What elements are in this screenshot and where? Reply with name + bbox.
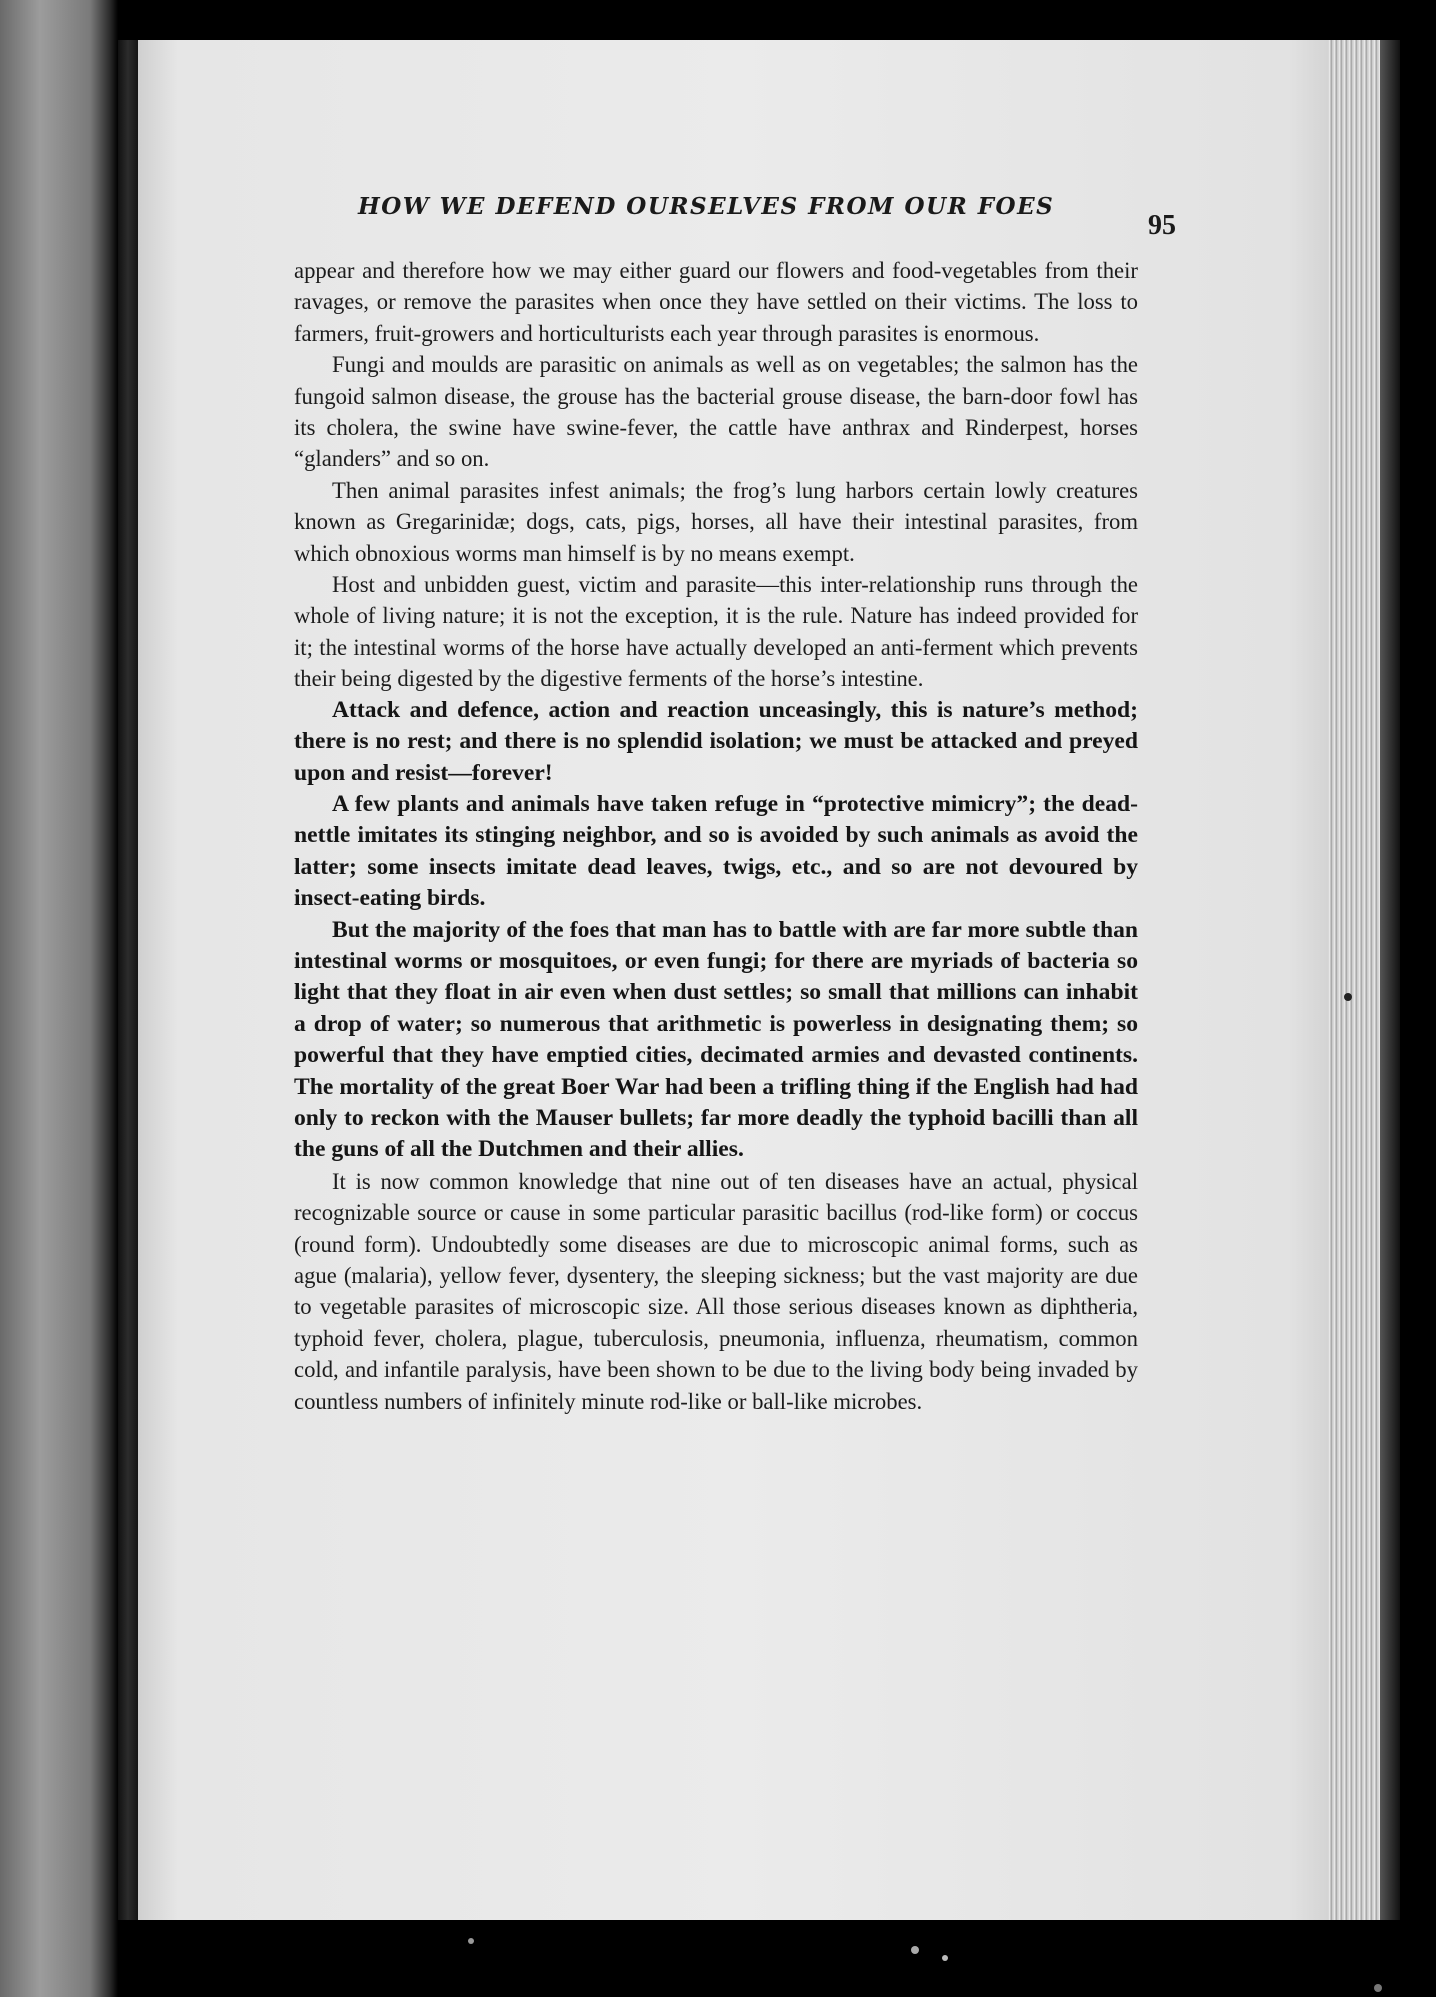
dust-speck bbox=[468, 1938, 474, 1944]
paragraph: It is now common knowledge that nine out of ten diseases have an actual, physical recognizable source or cause in some particular parasitic bacillus (rod-like form) or coccus (round form). Undoubtedly some diseases are due to microscopic animal forms, such as ague (malaria), yellow fever, dysentery, the sleeping sickness; but the vast majority are due to vegetable parasites of microscopic size. All those serious diseases known as diphtheria, typhoid fever, cholera, plague, tuberculosis, pneumonia, influenza, rheumatism, common cold, and infantile paralysis, have been shown to be due to the living body being invaded by countless numbers of infinitely minute rod-like or ball-like microbes. bbox=[294, 1168, 1138, 1414]
paragraph: Attack and defence, action and reaction unceasingly, this is nature’s method; there is no rest; and there is no splendid isolation; we must be attacked and preyed upon and resist—forever! bbox=[294, 696, 1138, 786]
page-number: 95 bbox=[1148, 210, 1176, 241]
paragraph: Fungi and moulds are parasitic on animals as well as on vegetables; the salmon has the fungoid salmon disease, the grouse has the bacterial grouse disease, the barn-door fowl has its cholera, the swine have swine-fever, the cattle have anthrax and Rinderpest, horses “glanders” and so on. bbox=[294, 352, 1138, 472]
paragraph: appear and therefore how we may either guard our flowers and food-vegetables from their ravages, or remove the parasites when once they have settled on their victims. The loss to farmers, fruit-growers and horticulturists each year through parasites is enormous. bbox=[294, 258, 1138, 346]
paragraph: Then animal parasites infest animals; the frog’s lung harbors certain lowly creatures known as Gregarinidæ; dogs, cats, pigs, horses, all have their intestinal parasites, from which obnoxious worms man himself is by no means exempt. bbox=[294, 477, 1138, 566]
paragraph: A few plants and animals have taken refuge in “protective mimicry”; the dead-nettle imitates its stinging neighbor, and so is avoided by such animals as avoid the latter; some insects imitate dead leaves, twigs, etc., and so are not devoured by insect-eating birds. bbox=[294, 790, 1138, 912]
paragraph: But the majority of the foes that man has to battle with are far more subtle than intestinal worms or mosquitoes, or even fungi; for there are myriads of bacteria so light that they float in air even when dust settles; so small that millions can inhabit a drop of water; so numerous that arithmetic is powerless in designating them; so powerful that they have emptied cities, decimated armies and devasted continents. The mortality of the great Boer War had been a trifling thing if the English had had only to reckon with the Mauser bullets; far more deadly the typhoid bacilli than all the guns of all the Dutchmen and their allies. bbox=[294, 916, 1138, 1163]
paragraph: Host and unbidden guest, victim and parasite—this inter-relationship runs through the whole of living nature; it is not the exception, it is the rule. Nature has indeed provided for it; the intestinal worms of the horse have actually developed an anti-ferment which prevents their being digested by the digestive ferments of the horse’s intestine. bbox=[294, 572, 1138, 692]
dust-speck bbox=[911, 1946, 919, 1954]
dust-speck bbox=[942, 1955, 948, 1961]
dust-speck bbox=[1344, 993, 1352, 1001]
running-head: HOW WE DEFEND OURSELVES FROM OUR FOES bbox=[358, 193, 1055, 220]
dust-speck bbox=[1374, 1984, 1382, 1992]
